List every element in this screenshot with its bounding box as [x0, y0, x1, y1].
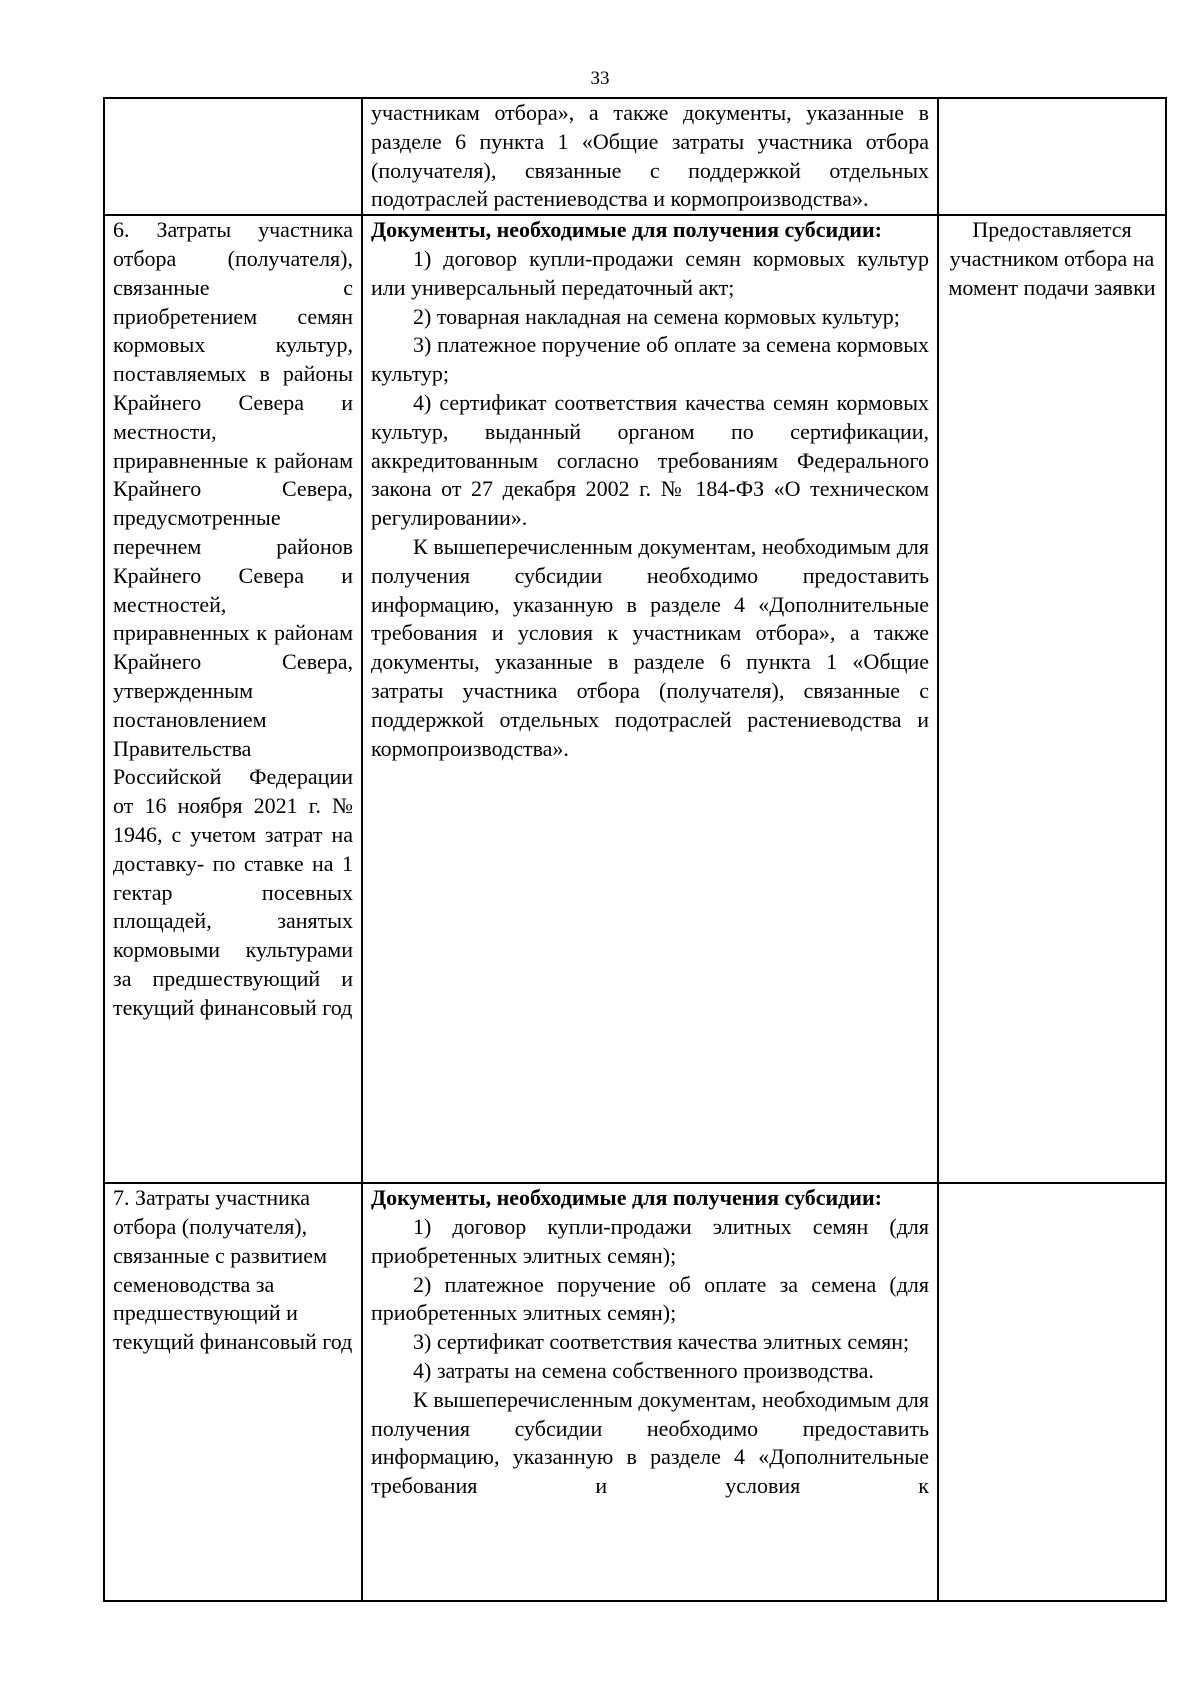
subsidy-documents-table — [103, 97, 1167, 1602]
table-row — [104, 98, 1166, 215]
documents-heading: Документы, необходимые для получения субсидии: — [371, 1185, 882, 1211]
note-cell — [938, 98, 1166, 215]
page-number: 33 — [590, 68, 610, 89]
note-text: Предоставляется участником отбора на момент подачи заявки — [948, 217, 1156, 300]
document-note: К вышеперечисленным документам, необходимым для получения субсидии необходимо предоставить информацию, указанную в разделе 4 «Дополнительные требования и условия к — [371, 1386, 929, 1499]
document-item: 4) сертификат соответствия качества семян кормовых культур, выданный органом по сертификации, аккредитованным согласно требованиям Федерального закона от 27 декабря 2002 г. № 184-ФЗ «О техническом регулировании». — [371, 389, 929, 531]
documents-cell — [362, 98, 938, 215]
documents-heading: Документы, необходимые для получения субсидии: — [371, 217, 882, 243]
document-item: 1) договор купли-продажи семян кормовых культур или универсальный передаточный акт; — [371, 245, 929, 300]
cost-cell — [104, 1183, 362, 1601]
note-cell — [938, 215, 1166, 1183]
document-item: 4) затраты на семена собственного производства. — [413, 1357, 874, 1383]
documents-cell — [362, 1183, 938, 1601]
table-row — [104, 215, 1166, 1183]
document-item: 1) договор купли-продажи элитных семян (для приобретенных элитных семян); — [371, 1213, 929, 1268]
cost-description: 7. Затраты участника отбора (получателя), связанные с развитием семеноводства за предшествующий и текущий финансовый год — [113, 1185, 353, 1355]
table-row — [104, 1183, 1166, 1601]
document-item: 3) сертификат соответствия качества элитных семян; — [413, 1329, 910, 1355]
document-note: К вышеперечисленным документам, необходимым для получения субсидии необходимо предоставить информацию, указанную в разделе 4 «Дополнительные требования и условия к участникам отбора», а также документы, указанные в разделе 6 пункта 1 «Общие затраты участника отбора (получателя), связанные с поддержкой отдельных подотраслей растениеводства и кормопроизводства». — [371, 533, 929, 761]
document-item: 2) платежное поручение об оплате за семена (для приобретенных элитных семян); — [371, 1271, 929, 1326]
documents-continuation: участникам отбора», а также документы, указанные в разделе 6 пункта 1 «Общие затраты участника отбора (получателя), связанные с поддержкой отдельных подотраслей растениеводства и кормопроизводства». — [371, 100, 929, 212]
cost-cell — [104, 215, 362, 1183]
note-cell — [938, 1183, 1166, 1601]
documents-cell — [362, 215, 938, 1183]
cost-description: 6. Затраты участника отбора (получателя), связанные с приобретением семян кормовых культур, поставляемых в районы Крайнего Севера и местности, приравненные к районам Крайнего Севера, предусмотренные перечнем районов Крайнего Севера и местностей, приравненных к районам Крайнего Севера, утвержденным постановлением Правительства Российской Федерации от 16 ноября 2021 г. № 1946, с учетом затрат на доставку- по ставке на 1 гектар посевных площадей, занятых кормовыми культурами за предшествующий и текущий финансовый год — [113, 217, 353, 1020]
document-item: 3) платежное поручение об оплате за семена кормовых культур; — [371, 332, 929, 387]
cost-cell — [104, 98, 362, 215]
document-item: 2) товарная накладная на семена кормовых культур; — [413, 303, 900, 329]
